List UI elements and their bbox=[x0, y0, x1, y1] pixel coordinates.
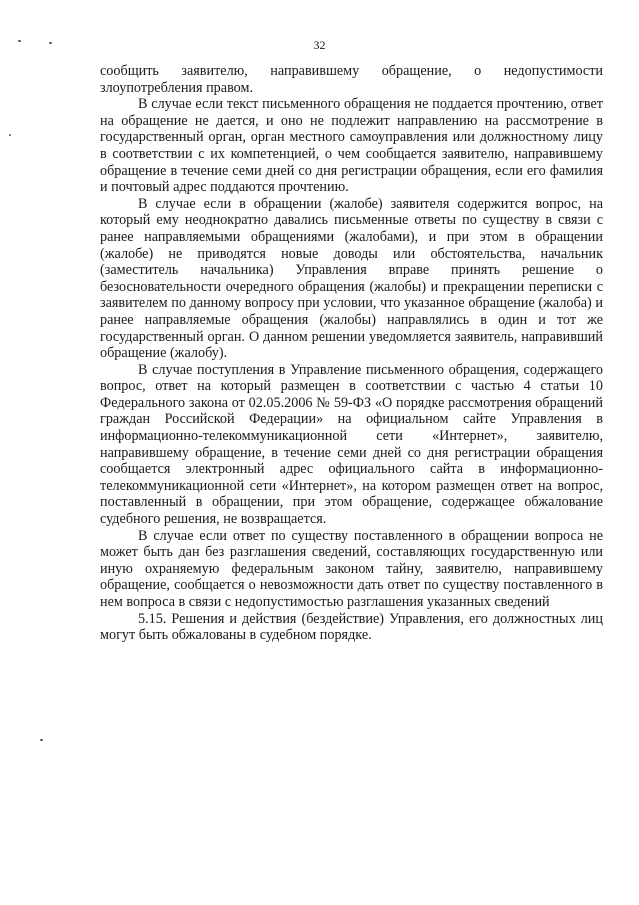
scan-speck bbox=[40, 739, 43, 741]
paragraph: В случае если ответ по существу поставленного в обращении вопроса не может быть дан без разглашения сведений, составляющих государственную или иную охраняемую федеральным законом тайну, заявителю, направившему обращение, сообщается о невозможности дать ответ по существу поставленного в нем вопроса в связи с недопустимостью разглашения указанных сведений bbox=[100, 527, 603, 610]
paragraph: 5.15. Решения и действия (бездействие) Управления, его должностных лиц могут быть обжалованы в судебном порядке. bbox=[100, 610, 603, 644]
paragraph: В случае поступления в Управление письменного обращения, содержащего вопрос, ответ на который размещен в соответствии с частью 4 статьи 10 Федерального закона от 02.05.2006 № 59-ФЗ «О порядке рассмотрения обращений граждан Российской Федерации» на официальном сайте Управления в информационно-телекоммуникационной сети «Интернет», заявителю, направившему обращение, в течение семи дней со дня регистрации обращения сообщается электронный адрес официального сайта в информационно-телекоммуникационной сети «Интернет», на котором размещен ответ на вопрос, поставленный в обращении, при этом обращение, содержащее обжалование судебного решения, не возвращается. bbox=[100, 361, 603, 528]
paragraph: В случае если текст письменного обращения не поддается прочтению, ответ на обращение не дается, и оно не подлежит направлению на рассмотрение в государственный орган, орган местного самоуправления или должностному лицу в соответствии с их компетенцией, о чем сообщается заявителю, направившему обращение в течение семи дней со дня регистрации обращения, если его фамилия и почтовый адрес поддаются прочтению. bbox=[100, 96, 603, 196]
page-number: 32 bbox=[313, 38, 326, 52]
paragraph: В случае если в обращении (жалобе) заявителя содержится вопрос, на который ему неоднократно давались письменные ответы по существу в связи с ранее направляемыми обращениями (жалобами), и при этом в обращении (жалобе) не приводятся новые доводы или обстоятельства, начальник (заместитель начальника) Управления вправе принять решение о безосновательности очередного обращения (жалобы) и прекращении переписки с заявителем по данному вопросу при условии, что указанное обращение (жалоба) и ранее направляемые обращения (жалобы) направлялись в один и тот же государственный орган. О данном решении уведомляется заявитель, направивший обращение (жалобу). bbox=[100, 195, 603, 362]
paragraph: сообщить заявителю, направившему обращение, о недопустимости злоупотребления правом. bbox=[100, 63, 603, 96]
scan-speck bbox=[9, 134, 11, 136]
document-body bbox=[100, 63, 603, 644]
